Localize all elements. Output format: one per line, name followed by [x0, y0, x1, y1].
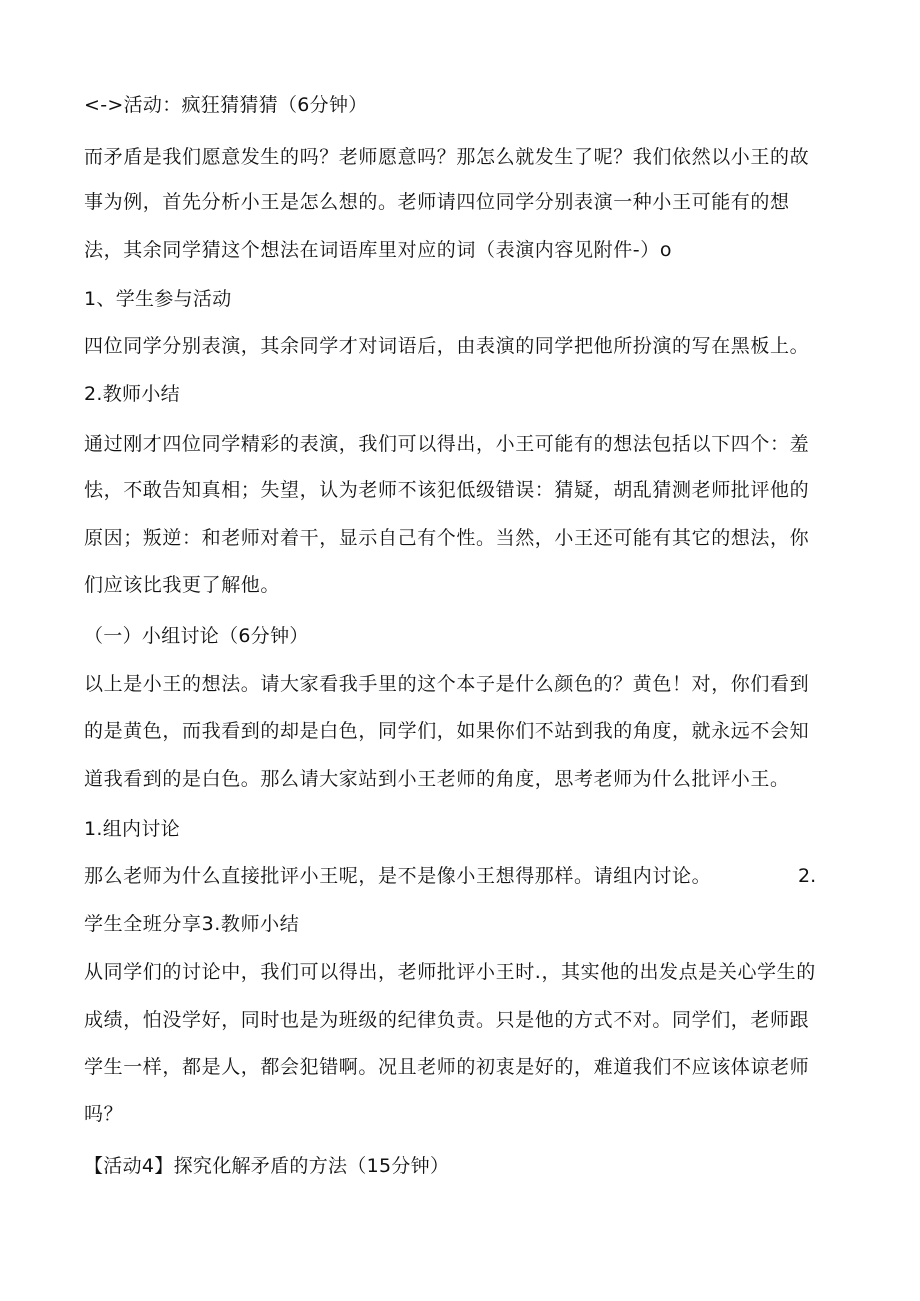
paragraph-line: 的是黄色，而我看到的却是白色，同学们，如果你们不站到我的角度，就永远不会知	[84, 720, 810, 742]
paragraph-line: 事为例，首先分析小王是怎么想的。老师请四位同学分别表演一种小王可能有的想	[84, 191, 790, 213]
step-heading: 1.组内讨论	[84, 818, 180, 840]
paragraph-line: 从同学们的讨论中，我们可以得出，老师批评小王时.，其实他的出发点是关心学生的	[84, 961, 816, 983]
paragraph-line: 道我看到的是白色。那么请大家站到小王老师的角度，思考老师为什么批评小王。	[84, 768, 790, 790]
step-heading: 1、学生参与活动	[84, 288, 232, 310]
step-number: 2.	[798, 865, 817, 887]
paragraph-line: 成绩，怕没学好，同时也是为班级的纪律负责。只是他的方式不对。同学们，老师跟	[84, 1009, 810, 1031]
section-heading-activity: <->活动：疯狂猜猜猜（6分钟）	[84, 94, 368, 116]
paragraph-line: 学生一样，都是人，都会犯错啊。况且老师的初衷是好的，难道我们不应该体谅老师	[84, 1056, 810, 1078]
paragraph-line: 那么老师为什么直接批评小王呢，是不是像小王想得那样。请组内讨论。	[84, 865, 712, 887]
paragraph-line: 法，其余同学猜这个想法在词语库里对应的词（表演内容见附件-）o	[84, 239, 673, 261]
paragraph-line: 学生全班分享3.教师小结	[84, 913, 300, 935]
paragraph-line: 怯，不敢告知真相；失望，认为老师不该犯低级错误：猜疑，胡乱猜测老师批评他的	[84, 479, 810, 501]
paragraph-line: 们应该比我更了解他。	[84, 574, 281, 596]
paragraph-line: 吗？	[84, 1103, 124, 1125]
paragraph-line: 通过刚才四位同学精彩的表演，我们可以得出，小王可能有的想法包括以下四个：羞	[84, 433, 810, 455]
paragraph-line: 而矛盾是我们愿意发生的吗？老师愿意吗？那怎么就发生了呢？我们依然以小王的故	[84, 146, 810, 168]
paragraph-line: 原因；叛逆：和老师对着干，显示自己有个性。当然，小王还可能有其它的想法，你	[84, 527, 810, 549]
step-heading: 2.教师小结	[84, 383, 180, 405]
section-heading-group-discussion: （一）小组讨论（6分钟）	[84, 625, 309, 647]
section-heading-activity4: 【活动4】探究化解矛盾的方法（15分钟）	[84, 1155, 450, 1177]
paragraph-line: 以上是小王的想法。请大家看我手里的这个本子是什么颜色的？黄色！对，你们看到	[84, 673, 810, 695]
paragraph-line: 四位同学分别表演，其余同学才对词语后，由表演的同学把他所扮演的写在黑板上。	[84, 335, 810, 357]
